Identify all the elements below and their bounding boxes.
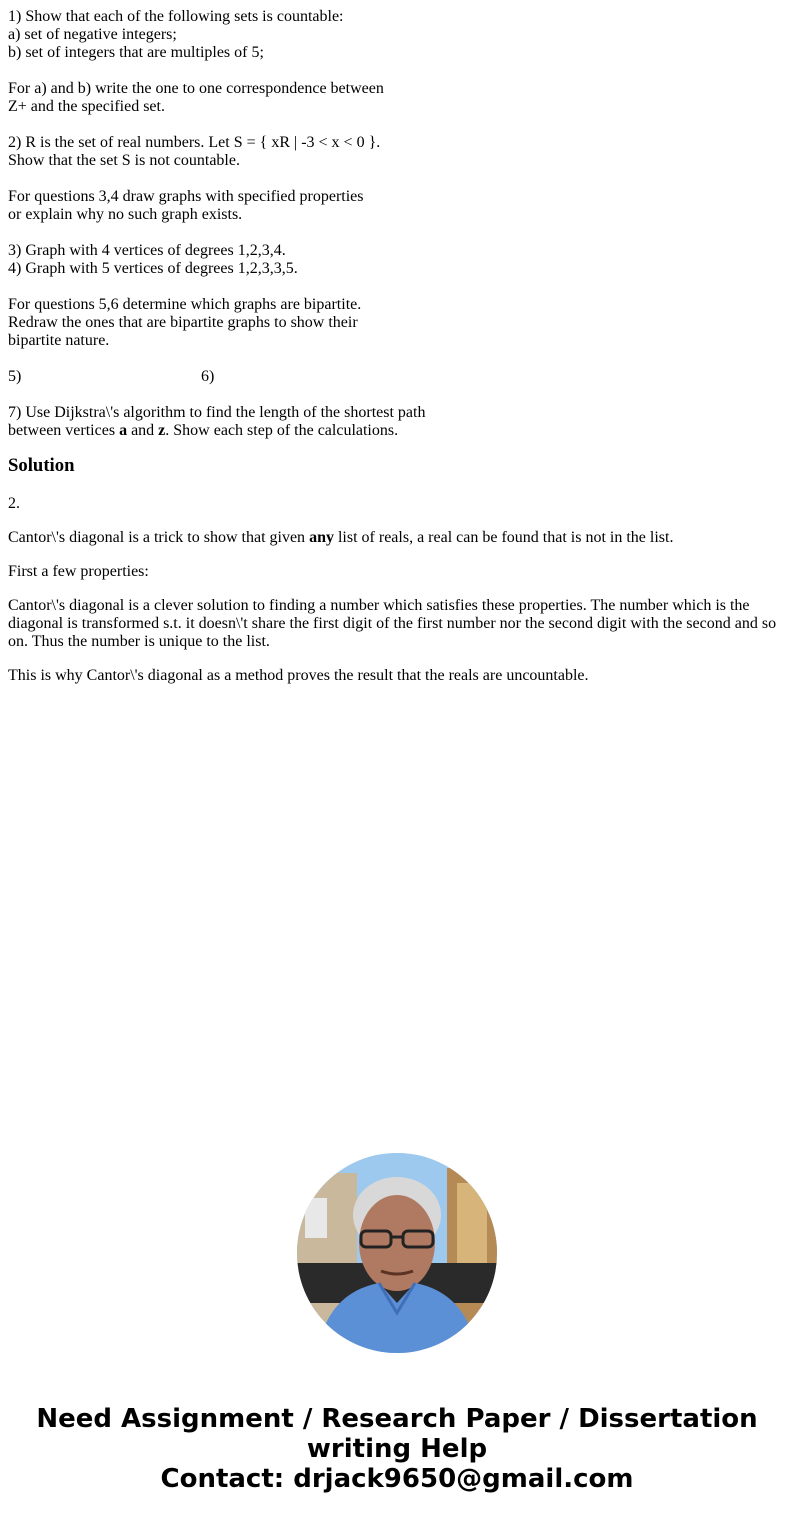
spacer: [8, 116, 786, 134]
solution-heading: Solution: [8, 455, 75, 476]
q34-line-2: or explain why no such graph exists.: [8, 206, 243, 223]
spacer: [8, 224, 786, 242]
solution-paragraph-2: First a few properties:: [8, 563, 149, 580]
q34-line-1: For questions 3,4 draw graphs with specified properties: [8, 188, 364, 205]
q7-text-end: . Show each step of the calculations.: [165, 422, 399, 439]
q1-line-4: For a) and b) write the one to one correspondence between: [8, 80, 384, 97]
q7-text-a: between vertices: [8, 422, 120, 439]
tutor-photo: [297, 1153, 497, 1353]
q7-text-and: and: [127, 422, 159, 439]
footer-banner: [0, 1404, 794, 1494]
vertex-z: z: [158, 422, 166, 439]
question-block: [8, 8, 786, 440]
q1-line-3: b) set of integers that are multiples of 5;: [8, 44, 264, 61]
q6-label: 6): [201, 368, 215, 385]
spacer: [8, 278, 786, 296]
spacer: [8, 170, 786, 188]
vertex-a: a: [119, 422, 128, 439]
solution-paragraph-4: This is why Cantor\'s diagonal as a method proves the result that the reals are uncountable.: [8, 667, 589, 684]
q5-q6-labels: [8, 368, 786, 386]
solution-paragraph-1: [8, 529, 786, 547]
spacer: [8, 386, 786, 404]
p1-end: list of reals, a real can be found that is not in the list.: [333, 529, 674, 546]
q56-line-3: bipartite nature.: [8, 332, 110, 349]
p1-bold: any: [309, 529, 334, 546]
q1-line-5: Z+ and the specified set.: [8, 98, 165, 115]
q3-line: 3) Graph with 4 vertices of degrees 1,2,3,4.: [8, 242, 286, 259]
q1-line-2: a) set of negative integers;: [8, 26, 177, 43]
q56-line-2: Redraw the ones that are bipartite graphs to show their: [8, 314, 358, 331]
avatar: [297, 1153, 497, 1353]
footer-line-1: Need Assignment / Research Paper / Dissertation: [36, 1404, 758, 1434]
q2-line-1: 2) R is the set of real numbers. Let S = { xR | -3 < x < 0 }.: [8, 134, 381, 151]
solution-number: 2.: [8, 495, 20, 512]
spacer: [8, 350, 786, 368]
q4-line: 4) Graph with 5 vertices of degrees 1,2,3,3,5.: [8, 260, 298, 277]
q2-line-2: Show that the set S is not countable.: [8, 152, 240, 169]
footer-contact: Contact: drjack9650@gmail.com: [160, 1464, 634, 1494]
q7-line-1: 7) Use Dijkstra\'s algorithm to find the length of the shortest path: [8, 404, 426, 421]
q1-line-1: 1) Show that each of the following sets is countable:: [8, 8, 344, 25]
q5-label: 5): [8, 368, 22, 385]
p1-start: Cantor\'s diagonal is a trick to show that given: [8, 529, 310, 546]
footer-line-2: writing Help: [306, 1434, 488, 1464]
spacer: [8, 62, 786, 80]
q56-line-1: For questions 5,6 determine which graphs are bipartite.: [8, 296, 362, 313]
solution-paragraph-3: Cantor\'s diagonal is a clever solution to finding a number which satisfies these properties. The number which is the diagonal is transformed s.t. it doesn\'t share the first digit of the first number nor the second digit with the second and so on. Thus the number is unique to the list.: [8, 597, 777, 650]
q7-line-2: [8, 422, 786, 440]
